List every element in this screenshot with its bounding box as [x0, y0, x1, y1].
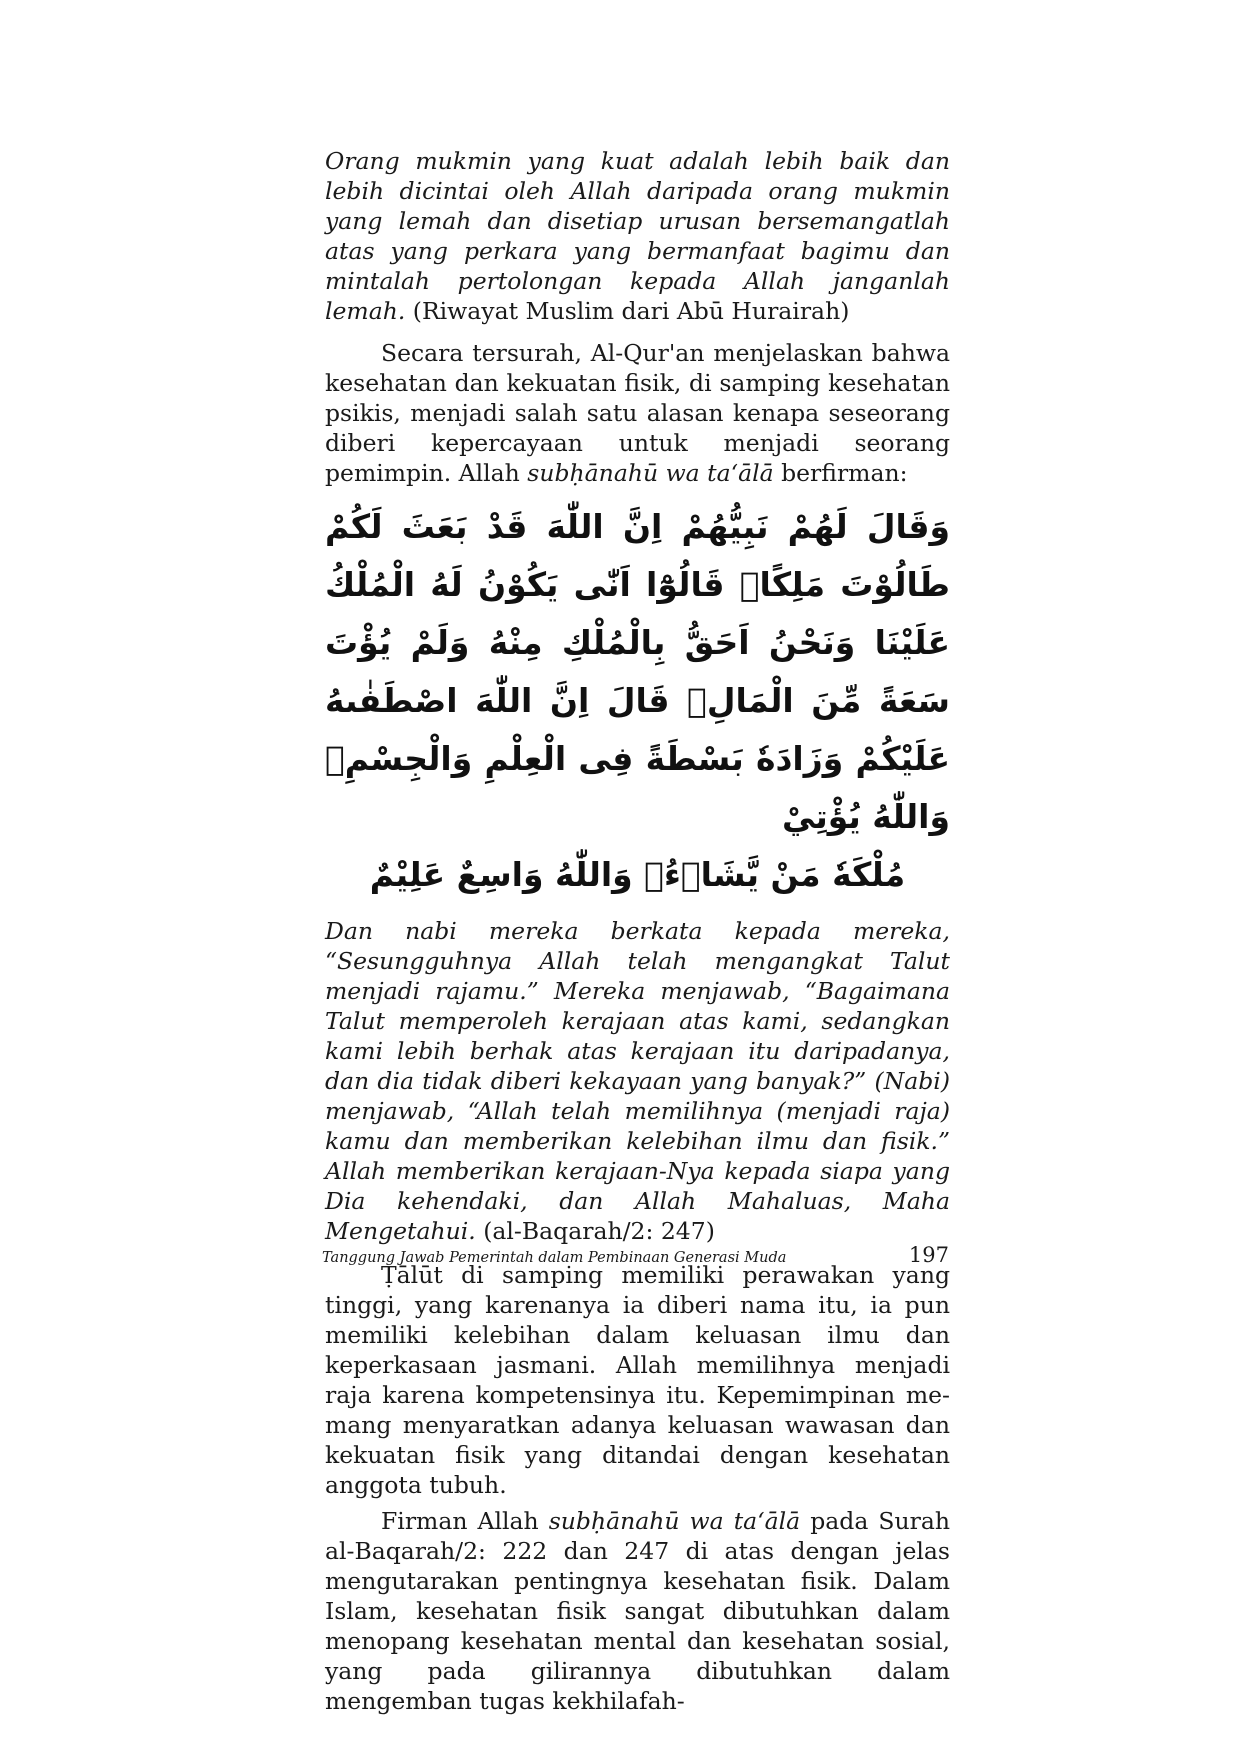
verse-reference: (al-Baqarah/2: 247) — [475, 1217, 715, 1245]
quran-verse-arabic: وَقَالَ لَهُمْ نَبِيُّهُمْ اِنَّ اللّٰهَ قَدْ بَعَثَ لَكُمْ طَالُوْتَ مَلِكًاۗ قَالُوْٓا اَنّٰى يَكُوْنُ لَهُ الْمُلْكُ عَلَيْنَا وَنَحْنُ اَحَقُّ بِالْمُلْكِ مِنْهُ وَلَمْ يُؤْتَ سَعَةً مِّنَ الْمَالِۗ قَالَ اِنَّ اللّٰهَ اصْطَفٰىهُ عَلَيْكُمْ وَزَادَهٗ بَسْطَةً فِى الْعِلْمِ وَالْجِسْمِۗ وَاللّٰهُ يُؤْتِيْ — [325, 507, 950, 836]
paragraph-3-start: Firman Allah — [381, 1507, 549, 1535]
quran-verse-arabic-last-line: مُلْكَهٗ مَنْ يَّشَاۤءُۗ وَاللّٰهُ وَاسِعٌ عَلِيْمٌ — [369, 855, 906, 894]
body-text — [325, 146, 950, 1716]
paragraph-3-italic: subḥānahū wa ta‘ālā — [548, 1507, 801, 1535]
hadith-translation-italic: Orang mukmin yang kuat adalah lebih baik dan lebih dicintai oleh Allah daripada orang mukmin yang lemah dan disetiap urusan bersemangatlah atas yang perkara yang bermanfaat bagimu dan mintalah pertolongan kepada Allah janganlah lemah. — [325, 147, 950, 325]
paragraph-2: Ṭālūt di samping memiliki perawakan yang tinggi, yang karenanya ia diberi nama itu, ia pun memiliki kelebihan dalam keluasan ilmu dan keperkasaan jasmani. Allah memilihnya menjadi raja karena kompetensinya itu. Kepemimpinan me-mang menyaratkan adanya keluasan wawasan dan kekuatan fisik yang ditandai dengan kesehatan anggota tubuh. — [325, 1261, 950, 1499]
hadith-source: (Riwayat Muslim dari Abū Hurairah) — [405, 297, 850, 325]
page-number: 197 — [908, 1243, 949, 1267]
paragraph-3 — [325, 1506, 950, 1716]
verse-translation — [325, 916, 950, 1246]
page-footer — [322, 1243, 949, 1267]
paragraph-1 — [325, 338, 950, 488]
paragraph-3-text: pada Surah al-Baqarah/2: 222 dan 247 di atas dengan jelas mengutarakan pentingnya kesehatan fisik. Dalam Islam, kesehatan fisik sangat dibutuhkan dalam menopang kesehatan mental dan kesehatan sosial, yang pada gilirannya dibutuhkan dalam mengemban tugas kekhilafah- — [325, 1507, 950, 1715]
paragraph-1-end: berfirman: — [773, 459, 908, 487]
paragraph-1-text: Secara tersurah, Al-Qur'an menjelaskan bahwa kesehatan dan kekuatan fisik, di samping kesehatan psikis, menjadi salah satu alasan kenapa seseorang diberi kepercayaan untuk menjadi seorang pemimpin. Allah — [325, 339, 950, 487]
hadith-translation — [325, 146, 950, 326]
paragraph-1-italic: subḥānahū wa ta‘ālā — [527, 459, 774, 487]
running-footer-title: Tanggung Jawab Pemerintah dalam Pembinaan Generasi Muda — [322, 1250, 787, 1266]
verse-translation-italic: Dan nabi mereka berkata kepada mereka, “Sesungguhnya Allah telah mengangkat Talut menjadi rajamu.” Mereka menjawab, “Bagaimana Talut memperoleh kerajaan atas kami, sedangkan kami lebih berhak atas kerajaan itu daripadanya, dan dia tidak diberi kekayaan yang banyak?” (Nabi) menjawab, “Allah telah memilihnya (menjadi raja) kamu dan memberikan kelebihan ilmu dan fisik.” Allah memberikan kerajaan-Nya kepada siapa yang Dia kehendaki, dan Allah Mahaluas, Maha Mengetahui. — [325, 917, 950, 1245]
